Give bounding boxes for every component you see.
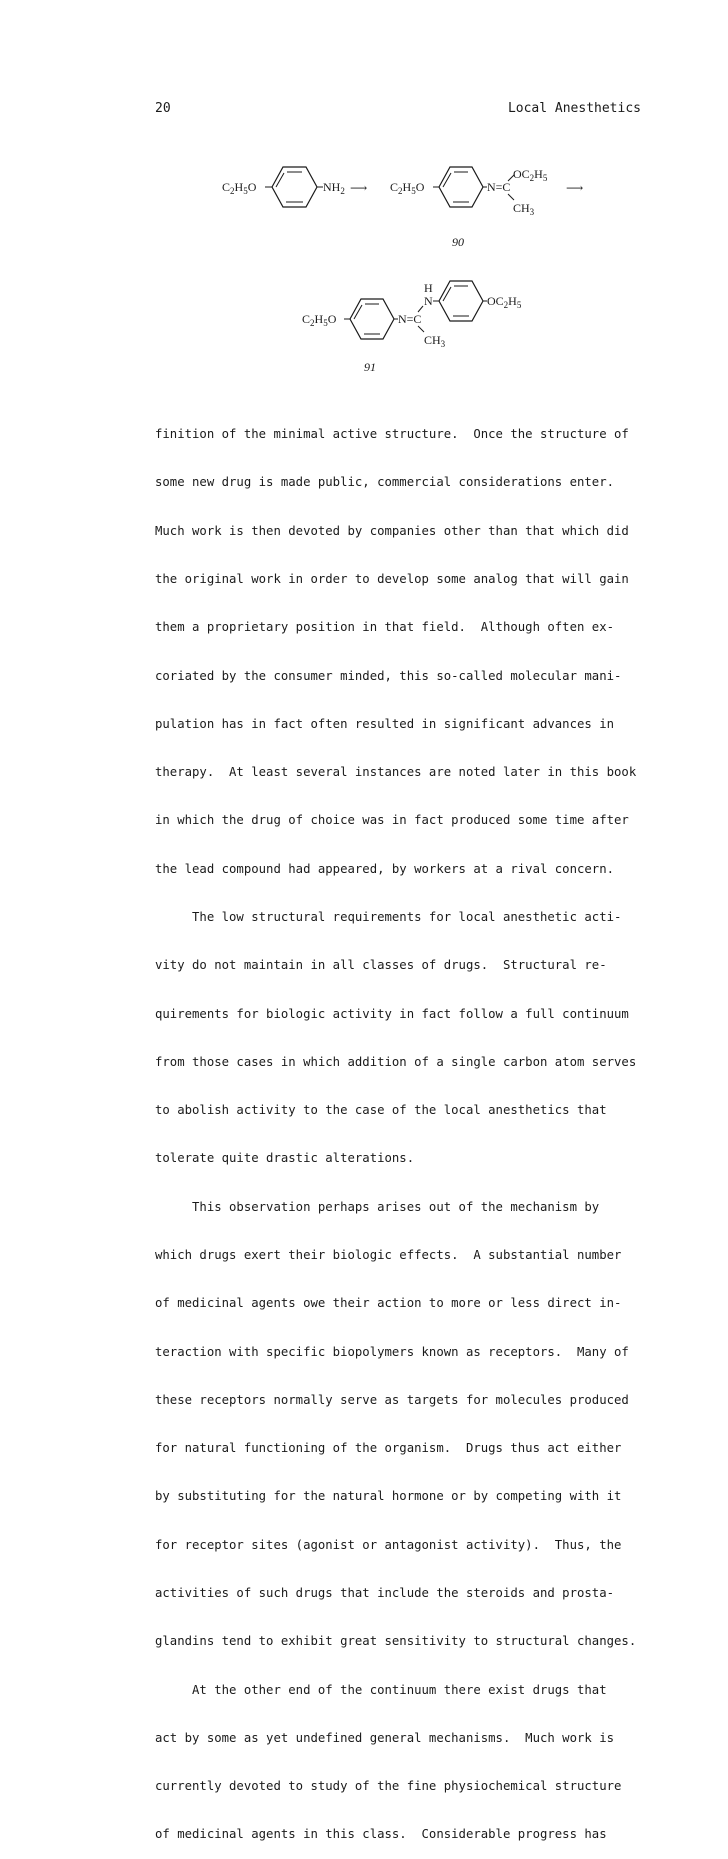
imidate-ethoxy-label: $OC_2H_5$: [513, 167, 548, 183]
right-ethoxy-label: $OC_2H_5$: [487, 294, 522, 310]
benzene-ring-icon: [439, 281, 483, 321]
benzene-ring-icon: [350, 299, 394, 339]
reaction-arrow-2: ⟶: [566, 181, 584, 195]
text-line: some new drug is made public, commercial considerations enter.: [155, 475, 615, 490]
product-90: [390, 167, 548, 217]
text-line: vity do not maintain in all classes of drugs. Structural re-: [155, 958, 607, 973]
compound-number-91: 91: [364, 360, 376, 374]
reactant-amine-label: $NH_2$: [323, 180, 345, 196]
text-line: these receptors normally serve as targets for molecules produced: [155, 1392, 629, 1407]
text-line: in which the drug of choice was in fact produced some time after: [155, 813, 629, 828]
text-line: glandins tend to exhibit great sensitivity to structural changes.: [155, 1634, 637, 1649]
text-line: Much work is then devoted by companies other than that which did: [155, 523, 629, 538]
body-text: [155, 394, 655, 1859]
reaction-arrow-1: ⟶: [350, 181, 368, 195]
left-ethoxy-label: $C_2H_5O$: [302, 312, 337, 328]
text-line: At the other end of the continuum there exist drugs that: [155, 1682, 607, 1697]
text-line: teraction with specific biopolymers known as receptors. Many of: [155, 1344, 629, 1359]
text-line: finition of the minimal active structure. Once the structure of: [155, 427, 629, 442]
product-ethoxy-label: $C_2H_5O$: [390, 180, 425, 196]
product-91: [302, 281, 522, 349]
text-line: from those cases in which addition of a single carbon atom serves: [155, 1054, 637, 1069]
text-line: them a proprietary position in that field. Although often ex-: [155, 620, 615, 635]
amidine-methyl-label: $CH_3$: [424, 333, 446, 349]
text-line: coriated by the consumer minded, this so-called molecular mani-: [155, 668, 622, 683]
benzene-ring-icon: [439, 167, 483, 207]
compound-number-90: 90: [452, 235, 464, 249]
text-line: activities of such drugs that include the steroids and prosta-: [155, 1585, 615, 1600]
text-line: quirements for biologic activity in fact follow a full continuum: [155, 1006, 629, 1021]
text-line: The low structural requirements for local anesthetic acti-: [155, 910, 622, 924]
text-line: of medicinal agents in this class. Considerable progress has: [155, 1827, 607, 1842]
benzene-ring-icon: [272, 167, 317, 207]
text-line: currently devoted to study of the fine physiochemical structure: [155, 1779, 622, 1794]
running-head: Local Anesthetics: [507, 101, 641, 116]
reaction-scheme: [0, 0, 728, 380]
text-line: act by some as yet undefined general mechanisms. Much work is: [155, 1730, 615, 1745]
page-number: 20: [155, 101, 171, 116]
text-line: for natural functioning of the organism. Drugs thus act either: [155, 1441, 622, 1456]
imidate-methyl-label: $CH_3$: [513, 201, 535, 217]
amidine-n-eq-c-label: N=C: [398, 312, 422, 326]
text-line: to abolish activity to the case of the local anesthetics that: [155, 1103, 607, 1118]
text-line: by substituting for the natural hormone or by competing with it: [155, 1489, 622, 1504]
text-line: which drugs exert their biologic effects. A substantial number: [155, 1247, 622, 1262]
text-line: the lead compound had appeared, by workers at a rival concern.: [155, 861, 615, 876]
amidine-nh-label: N: [424, 294, 433, 308]
text-line: pulation has in fact often resulted in significant advances in: [155, 716, 615, 731]
reactant-ethoxy-label: $C_2H_5O$: [222, 180, 257, 196]
text-line: for receptor sites (agonist or antagonist activity). Thus, the: [155, 1537, 622, 1552]
text-line: therapy. At least several instances are noted later in this book: [155, 765, 637, 780]
text-line: of medicinal agents owe their action to more or less direct in-: [155, 1296, 622, 1311]
text-line: the original work in order to develop some analog that will gain: [155, 572, 629, 587]
reactant-phenetidine: [222, 167, 345, 207]
imidate-n-label: N=C: [487, 180, 511, 194]
text-line: tolerate quite drastic alterations.: [155, 1151, 415, 1166]
amidine-h-label: H: [424, 281, 433, 295]
text-line: This observation perhaps arises out of the mechanism by: [155, 1199, 600, 1214]
